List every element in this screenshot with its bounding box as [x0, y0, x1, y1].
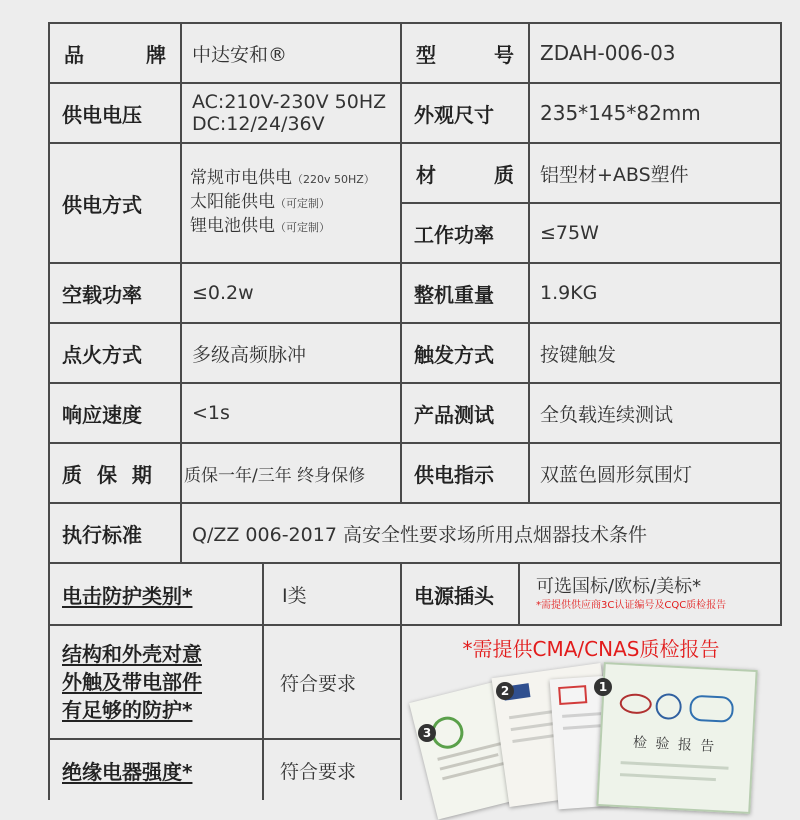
cal-mark-icon: [655, 693, 682, 720]
supply-voltage-value: AC:210V-230V 50HZ DC:12/24/36V: [192, 91, 387, 135]
material-label: 材 质: [416, 162, 514, 187]
weight-value: 1.9KG: [540, 282, 598, 304]
insulation-strength-label: 绝缘电器强度*: [62, 759, 193, 784]
ignition-value: 多级高频脉冲: [192, 343, 307, 366]
brand-label: 品 牌: [64, 42, 166, 67]
product-test-label: 产品测试: [414, 402, 494, 427]
standard-value: Q/ZZ 006-2017 高安全性要求场所用点烟器技术条件: [192, 523, 647, 546]
report-note: *需提供CMA/CNAS质检报告: [462, 636, 720, 661]
certificate-illustration: [404, 660, 774, 800]
standard-label: 执行标准: [62, 522, 142, 547]
dimensions-value: 235*145*82mm: [540, 101, 701, 125]
plug-cell: [520, 564, 780, 624]
badge-2: 2: [496, 682, 514, 700]
ma-mark-icon: [619, 693, 652, 715]
brand-value: 中达安和®: [192, 43, 288, 66]
structure-protection-value: 符合要求: [280, 672, 357, 695]
cma-stamp-icon: [558, 685, 587, 705]
warranty-value: 质保一年/三年 终身保修: [184, 465, 366, 486]
cnas-mark-icon: [689, 695, 734, 723]
trigger-label: 触发方式: [414, 342, 494, 367]
badge-3: 3: [418, 724, 436, 742]
insulation-strength-value: 符合要求: [280, 760, 357, 783]
product-test-value: 全负载连续测试: [540, 403, 674, 426]
material-value: 铝型材+ABS塑件: [540, 163, 689, 186]
plug-note: *需提供供应商3C认证编号及CQC质检报告: [536, 600, 727, 611]
certificate-title: 检 验 报 告: [632, 734, 717, 756]
model-label: 型 号: [416, 42, 514, 67]
plug-label: 电源插头: [414, 583, 494, 608]
supply-voltage-label: 供电电压: [62, 102, 142, 127]
trigger-value: 按键触发: [540, 343, 617, 366]
power-indicator-value: 双蓝色圆形氛围灯: [540, 463, 693, 486]
dimensions-label: 外观尺寸: [414, 102, 494, 127]
response-speed-value: <1s: [192, 402, 230, 424]
supply-mode-value: 常规市电供电（220v 50HZ） 太阳能供电（可定制） 锂电池供电（可定制）: [190, 168, 375, 236]
plug-value: 可选国标/欧标/美标*: [536, 576, 702, 597]
structure-protection-label: 结构和外壳对意 外触及带电部件 有足够的防护*: [62, 642, 202, 722]
response-speed-label: 响应速度: [62, 402, 142, 427]
working-power-label: 工作功率: [414, 222, 494, 247]
model-value: ZDAH-006-03: [540, 41, 676, 65]
shock-protection-label: 电击防护类别*: [62, 583, 193, 608]
warranty-label: 质 保 期: [62, 462, 156, 487]
certificate-paper-1: [596, 662, 757, 814]
shock-protection-value: I类: [282, 584, 307, 607]
weight-label: 整机重量: [414, 282, 494, 307]
ignition-label: 点火方式: [62, 342, 142, 367]
power-indicator-label: 供电指示: [414, 462, 494, 487]
idle-power-value: ≤0.2w: [192, 282, 254, 304]
idle-power-label: 空载功率: [62, 282, 142, 307]
badge-1: 1: [594, 678, 612, 696]
working-power-value: ≤75W: [540, 222, 599, 244]
supply-mode-label: 供电方式: [62, 192, 142, 217]
